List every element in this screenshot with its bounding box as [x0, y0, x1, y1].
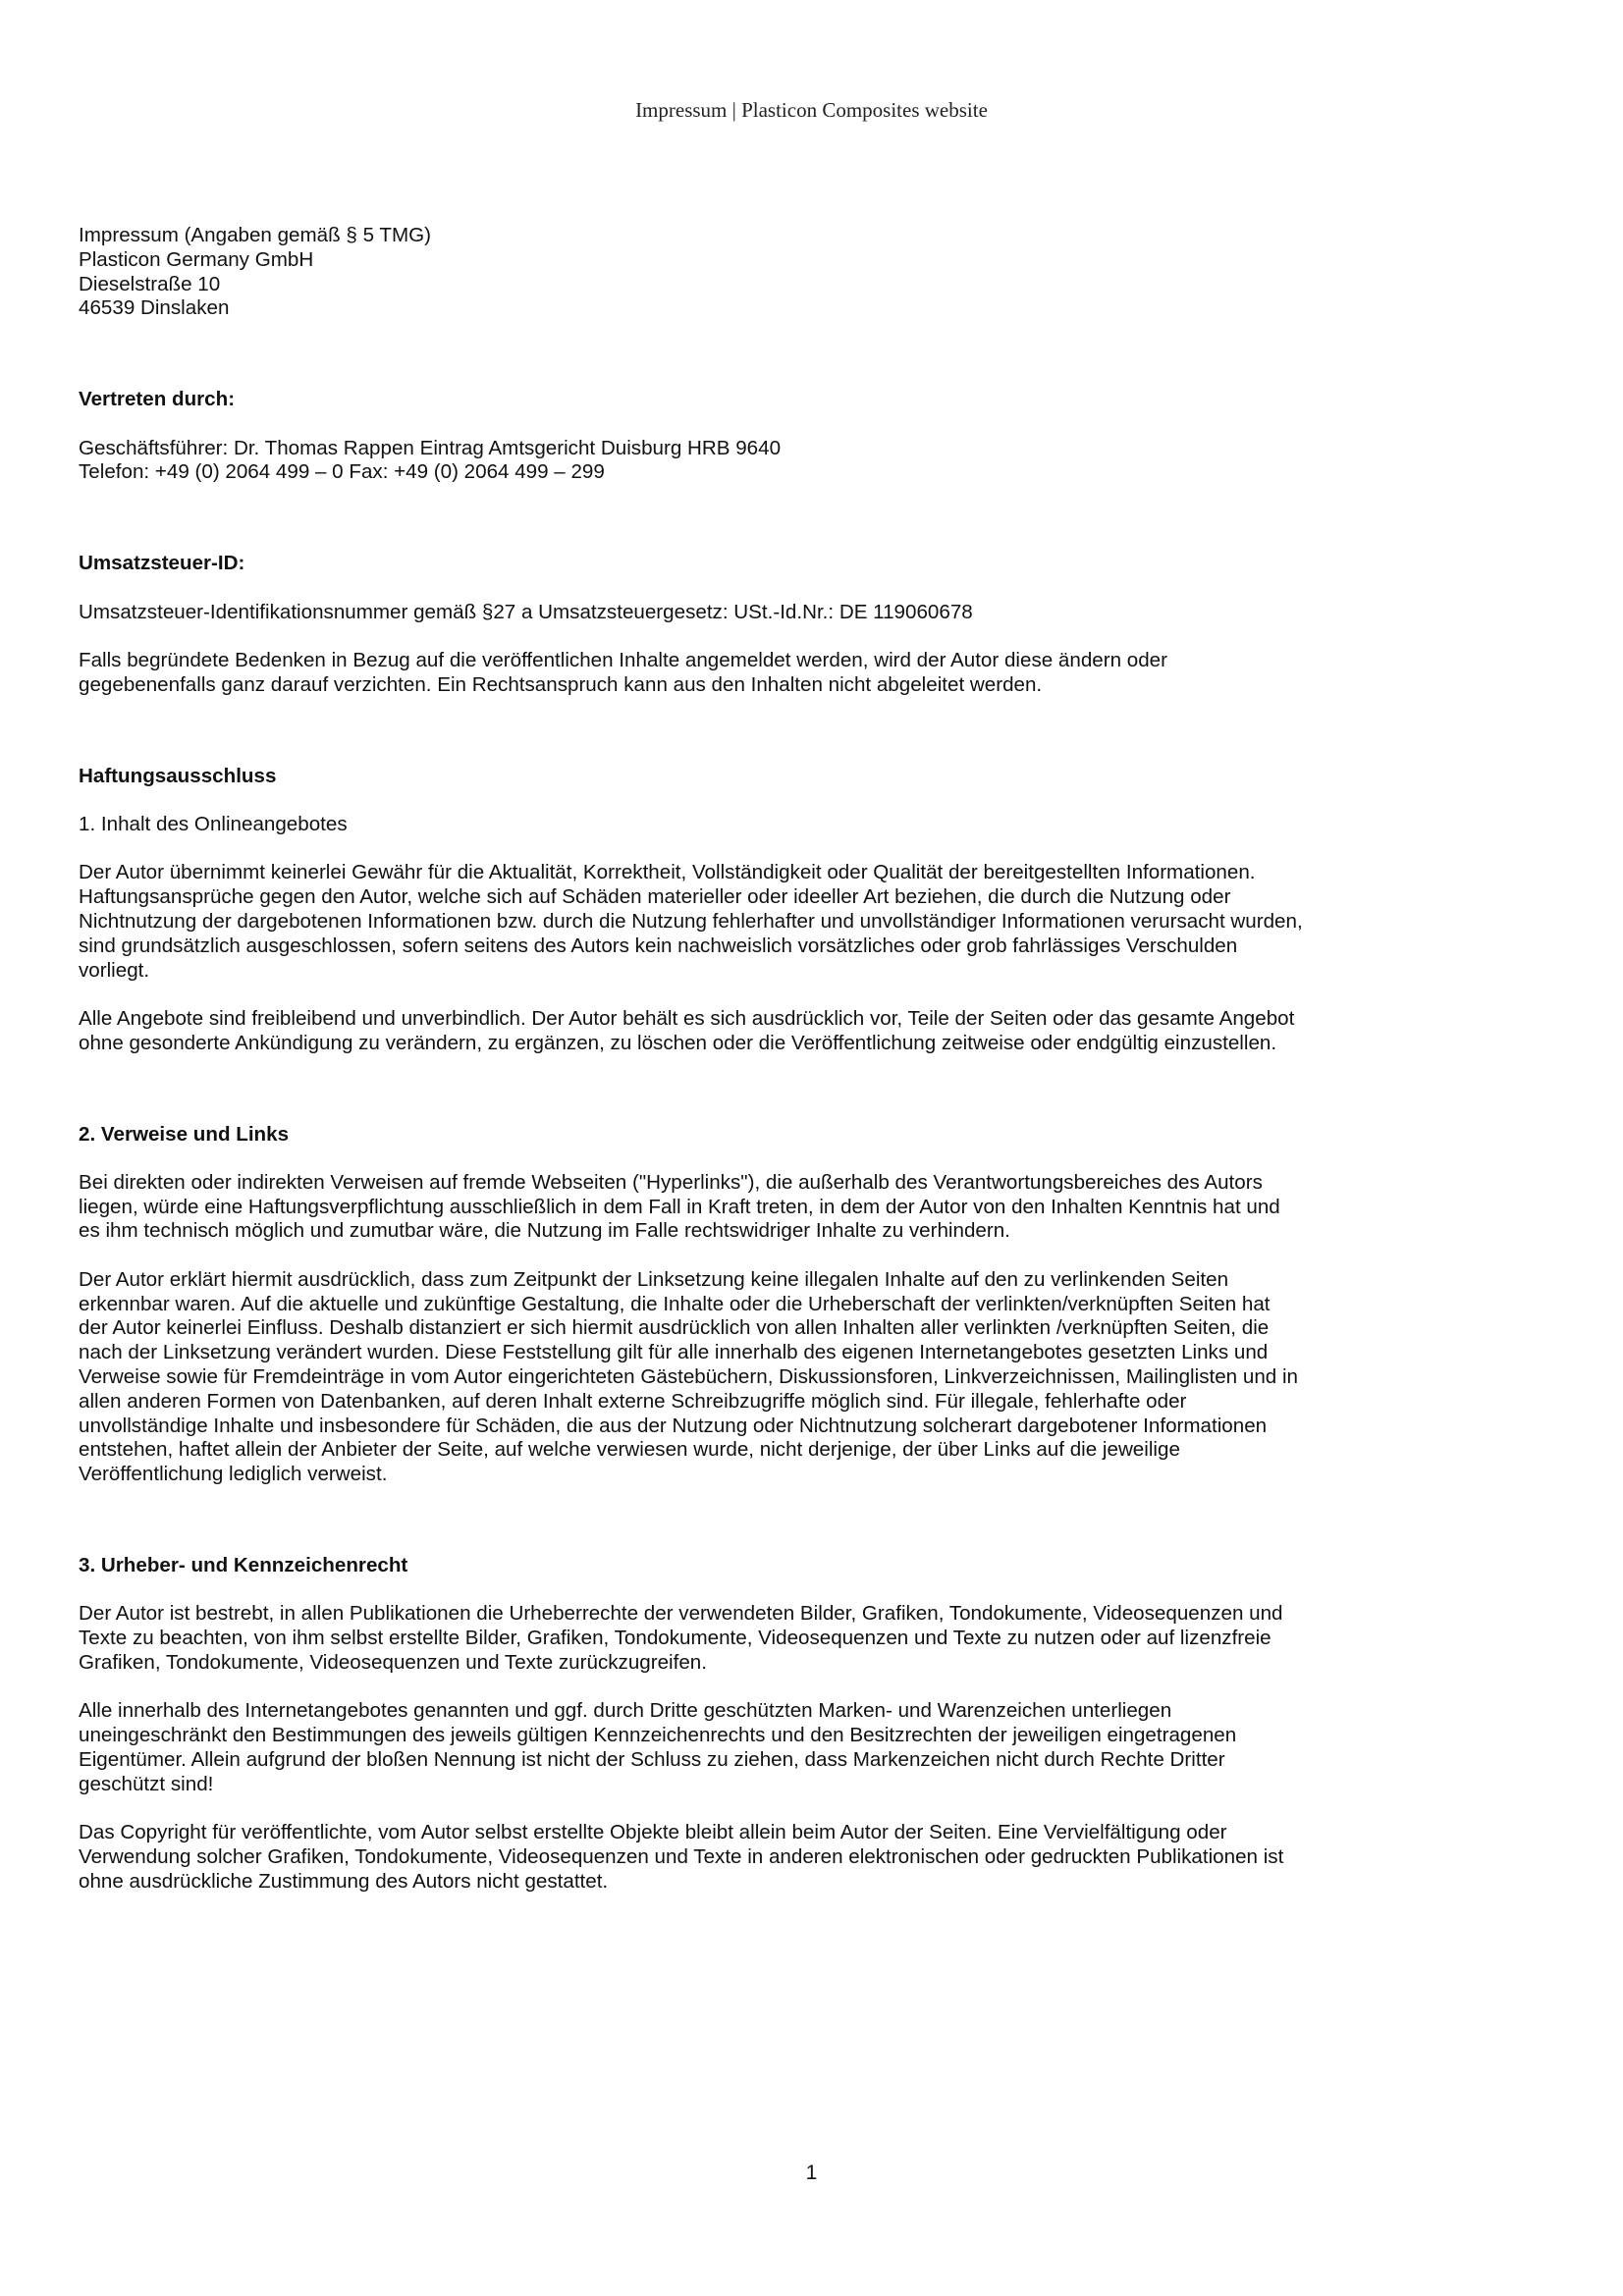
text-line: Haftungsansprüche gegen den Autor, welche sich auf Schäden materieller oder ideeller Art beziehen, die durch die Nutzung oder: [79, 885, 1231, 909]
section-urheberrecht: [79, 1554, 1532, 1895]
address-line: Dieselstraße 10: [79, 272, 221, 295]
section-subheading: 1. Inhalt des Onlineangebotes: [79, 812, 348, 835]
text-line: vorliegt.: [79, 958, 150, 982]
section-heading: Haftungsausschluss: [79, 764, 277, 787]
text-line: Grafiken, Tondokumente, Videosequenzen und Texte zurückzugreifen.: [79, 1651, 707, 1675]
text-line: Der Autor ist bestrebt, in allen Publikationen die Urheberrechte der verwendeten Bilder, Grafiken, Tondokumente, Videosequenzen und: [79, 1602, 1283, 1626]
section-verweise-links: [79, 1123, 1532, 1488]
section-heading: Vertreten durch:: [79, 388, 236, 411]
text-line: der Autor keinerlei Einfluss. Deshalb distanziert er sich hiermit ausdrücklich von allen Inhalten aller verlinkten /verknüpften Seiten, die: [79, 1316, 1270, 1340]
page-header-title: Impressum | Plasticon Composites website: [635, 98, 988, 122]
text-line: ohne gesonderte Ankündigung zu verändern, zu ergänzen, zu löschen oder die Veröffentlichung zeitweise oder endgültig einzustellen.: [79, 1031, 1277, 1054]
text-line: gegebenenfalls ganz darauf verzichten. Ein Rechtsanspruch kann aus den Inhalten nicht abgeleitet werden.: [79, 672, 1043, 696]
address-line: 46539 Dinslaken: [79, 296, 230, 320]
text-line: Veröffentlichung lediglich verweist.: [79, 1463, 388, 1486]
text-line: geschützt sind!: [79, 1772, 214, 1795]
text-line: Texte zu beachten, von ihm selbst erstellte Bilder, Grafiken, Tondokumente, Videosequenzen und Texte zu nutzen oder auf lizenzfreie: [79, 1627, 1271, 1650]
page-number: 1: [805, 2162, 818, 2184]
section-heading: 3. Urheber- und Kennzeichenrecht: [79, 1554, 408, 1577]
text-line: uneingeschränkt den Bestimmungen des jeweils gültigen Kennzeichenrechts und den Besitzrechten der jeweiligen eingetragenen: [79, 1724, 1237, 1747]
text-line: liegen, würde eine Haftungsverpflichtung ausschließlich in dem Fall in Kraft treten, in dem der Autor von den Inhalten Kenntnis hat und: [79, 1195, 1280, 1218]
text-line: Nichtnutzung der dargebotenen Informationen bzw. durch die Nutzung fehlerhafter und unvollständiger Informationen verursacht wurden,: [79, 909, 1303, 933]
text-line: Das Copyright für veröffentlichte, vom Autor selbst erstellte Objekte bleibt allein beim Autor der Seiten. Eine Vervielfältigung oder: [79, 1821, 1227, 1844]
text-line: ohne ausdrückliche Zustimmung des Autors nicht gestattet.: [79, 1869, 609, 1893]
text-line: Umsatzsteuer-Identifikationsnummer gemäß §27 a Umsatzsteuergesetz: USt.-Id.Nr.: DE 119060678: [79, 600, 973, 623]
text-line: Alle Angebote sind freibleibend und unverbindlich. Der Autor behält es sich ausdrücklich vor, Teile der Seiten oder das gesamte Angebot: [79, 1006, 1295, 1030]
section-vertreten: [79, 388, 1532, 485]
text-line: es ihm technisch möglich und zumutbar wäre, die Nutzung im Falle rechtswidriger Inhalte zu verhindern.: [79, 1219, 1010, 1243]
address-block: [79, 224, 1532, 321]
text-line: Verwendung solcher Grafiken, Tondokumente, Videosequenzen und Texte in anderen elektronischen oder gedruckten Publikationen ist: [79, 1845, 1284, 1868]
text-line: unvollständige Inhalte und insbesondere für Schäden, die aus der Nutzung oder Nichtnutzung solcherart dargebotener Informationen: [79, 1414, 1268, 1437]
text-line: Geschäftsführer: Dr. Thomas Rappen Eintrag Amtsgericht Duisburg HRB 9640: [79, 436, 782, 459]
section-umsatzsteuer: [79, 552, 1532, 697]
text-line: Bei direkten oder indirekten Verweisen auf fremde Webseiten ("Hyperlinks"), die außerhalb des Verantwortungsbereiches des Autors: [79, 1170, 1263, 1194]
address-line: Plasticon Germany GmbH: [79, 247, 314, 271]
text-line: Telefon: +49 (0) 2064 499 – 0 Fax: +49 (0) 2064 499 – 299: [79, 460, 605, 484]
text-line: erkennbar waren. Auf die aktuelle und zukünftige Gestaltung, die Inhalte oder die Urheberschaft der verlinkten/verknüpften Seiten hat: [79, 1292, 1271, 1315]
address-line: Impressum (Angaben gemäß § 5 TMG): [79, 224, 432, 246]
text-line: Der Autor erklärt hiermit ausdrücklich, dass zum Zeitpunkt der Linksetzung keine illegalen Inhalte auf den zu verlinkenden Seiten: [79, 1267, 1229, 1291]
text-line: Eigentümer. Allein aufgrund der bloßen Nennung ist nicht der Schluss zu ziehen, dass Markenzeichen nicht durch Rechte Dritter: [79, 1748, 1225, 1772]
text-line: Der Autor übernimmt keinerlei Gewähr für die Aktualität, Korrektheit, Vollständigkeit oder Qualität der bereitgestellten Informationen.: [79, 861, 1256, 884]
document-body: [79, 224, 1532, 1895]
text-line: allen anderen Formen von Datenbanken, auf deren Inhalt externe Schreibzugriffe möglich sind. Für illegale, fehlerhafte oder: [79, 1389, 1187, 1413]
text-line: sind grundsätzlich ausgeschlossen, sofern seitens des Autors kein nachweislich vorsätzliches oder grob fahrlässiges Verschulden: [79, 934, 1238, 957]
text-line: Verweise sowie für Fremdeinträge in vom Autor eingerichteten Gästebüchern, Diskussionsforen, Linkverzeichnissen, Mailinglisten und in: [79, 1365, 1298, 1389]
section-heading: 2. Verweise und Links: [79, 1122, 290, 1146]
text-line: nach der Linksetzung verändert wurden. Diese Feststellung gilt für alle innerhalb des eigenen Internetangebotes gesetzten Links und: [79, 1341, 1269, 1364]
text-line: entstehen, haftet allein der Anbieter der Seite, auf welche verwiesen wurde, nicht derjenige, der über Links auf die jeweilige: [79, 1438, 1180, 1462]
text-line: Alle innerhalb des Internetangebotes genannten und ggf. durch Dritte geschützten Marken- und Warenzeichen unterliegen: [79, 1699, 1172, 1723]
section-haftungsausschluss: [79, 765, 1532, 1056]
section-heading: Umsatzsteuer-ID:: [79, 552, 245, 575]
text-line: Falls begründete Bedenken in Bezug auf die veröffentlichen Inhalte angemeldet werden, wird der Autor diese ändern oder: [79, 648, 1167, 671]
